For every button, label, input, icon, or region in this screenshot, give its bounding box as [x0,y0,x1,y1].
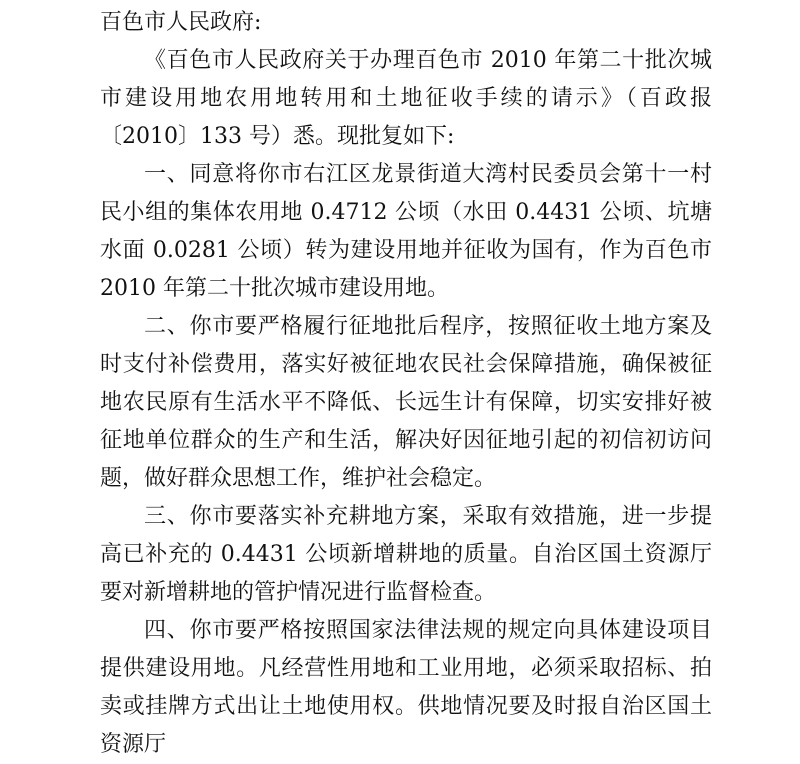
paragraph-request-reference: 《百色市人民政府关于办理百色市 2010 年第二十批次城市建设用地农用地转用和土地征收手续的请示》（百政报〔2010〕133 号）悉。现批复如下: [100,48,712,149]
paragraph-item-four: 四、你市要严格按照国家法律法规的规定向具体建设项目提供建设用地。凡经营性用地和工业用地，必须采取招标、拍卖或挂牌方式出让土地使用权。供地情况要及时报自治区国土资源厅 [100,618,712,757]
paragraph-item-one: 一、同意将你市右江区龙景街道大湾村民委员会第十一村民小组的集体农用地 0.4712 公顷（水田 0.4431 公顷、坑塘水面 0.0281 公顷）转为建设用地并征收为国有，作为百色市 2010 年第二十批次城市建设用地。 [100,162,712,301]
paragraph-item-three: 三、你市要落实补充耕地方案，采取有效措施，进一步提高已补充的 0.4431 公顷新增耕地的质量。自治区国土资源厅要对新增耕地的管护情况进行监督检查。 [100,504,712,605]
paragraph-item-two: 二、你市要严格履行征地批后程序，按照征收土地方案及时支付补偿费用，落实好被征地农民社会保障措施，确保被征地农民原有生活水平不降低、长远生计有保障，切实安排好被征地单位群众的生产和生活，解决好因征地引起的初信初访问题，做好群众思想工作，维护社会稳定。 [100,314,712,491]
document-body [100,4,712,764]
salutation: 百色市人民政府: [100,10,262,35]
